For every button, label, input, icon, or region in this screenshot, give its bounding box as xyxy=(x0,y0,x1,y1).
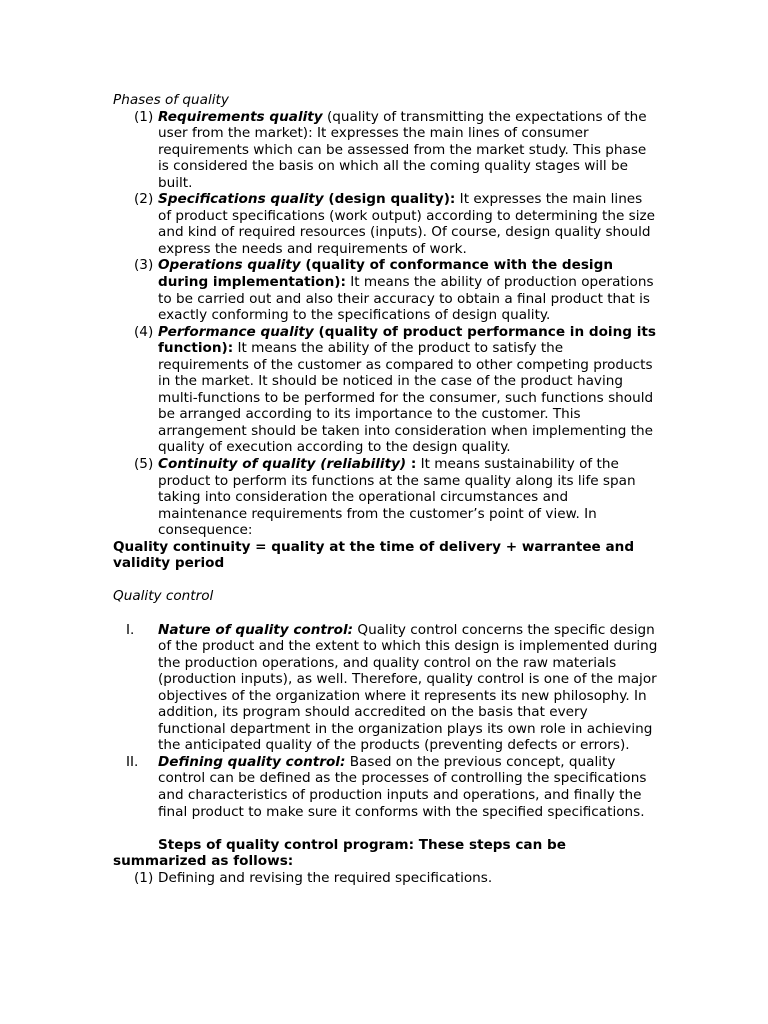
blank-line xyxy=(113,820,658,837)
item-term-suffix: (design quality): xyxy=(323,191,456,208)
quality-control-item xyxy=(113,622,658,754)
item-term: Nature of quality control: xyxy=(158,621,354,638)
item-text: It expresses the main lines of product specifications (work output) according to determining the size and kind of required resources (inputs). Of course, design quality should express the needs and requirements of work. xyxy=(158,191,656,257)
phase-item xyxy=(113,191,658,257)
quality-control-item xyxy=(113,754,658,820)
quality-continuity-formula: Quality continuity = quality at the time of delivery + warrantee and validity period xyxy=(113,538,635,572)
item-text: It means the ability of the product to satisfy the requirements of the customer as compared to other competing products in the market. It should be noticed in the case of the product having multi-functions to be performed for the consumer, such functions should be arranged according to its importance to the customer. This arrangement should be taken into consideration when implementing the quality of execution according to the design quality. xyxy=(158,340,654,456)
item-text: (quality of transmitting the expectations of the user from the market): It expresses the main lines of consumer requirements which can be assessed from the market study. This phase is considered the basis on which all the coming quality stages will be built. xyxy=(158,108,647,191)
item-term-suffix: (quality of product performance in doing its function): xyxy=(158,323,656,357)
item-marker: (1) xyxy=(134,869,154,886)
blank-line xyxy=(113,572,658,589)
item-marker: (4) xyxy=(134,323,154,340)
item-marker: (2) xyxy=(134,191,154,208)
item-text: Based on the previous concept, quality control can be defined as the processes of controlling the specifications and characteristics of production inputs and operations, and finally the final product to make sure it conforms with the specified specifications. xyxy=(158,753,647,820)
item-term: Performance quality xyxy=(158,323,314,340)
steps-heading-continued: summarized as follows: xyxy=(113,853,294,870)
phase-item xyxy=(113,109,658,192)
item-marker: I. xyxy=(126,621,135,638)
item-term: Specifications quality xyxy=(158,191,324,208)
item-term: Defining quality control: xyxy=(158,753,346,770)
item-term: Operations quality xyxy=(158,257,301,274)
steps-heading: Steps of quality control program: These steps can be xyxy=(158,836,566,853)
item-text: It means sustainability of the product to perform its functions at the same quality along its life span taking into consideration the operational circumstances and maintenance requirements from the customer’s point of view. In consequence: xyxy=(158,456,636,539)
item-term: Continuity of quality (reliability) xyxy=(158,456,407,473)
item-marker: II. xyxy=(126,753,139,770)
item-text: It means the ability of production operations to be carried out and also their accuracy to obtain a final product that is exactly conforming to the specifications of design quality. xyxy=(158,274,654,324)
phase-item xyxy=(113,456,658,539)
item-marker: (1) xyxy=(134,108,154,125)
quality-control-heading: Quality control xyxy=(113,588,214,605)
blank-line xyxy=(113,605,658,622)
item-marker: (5) xyxy=(134,456,154,473)
item-term: Requirements quality xyxy=(158,108,323,125)
phase-item xyxy=(113,257,658,323)
document-body xyxy=(113,92,658,886)
item-marker: (3) xyxy=(134,257,154,274)
step-item xyxy=(113,870,658,887)
item-text: Quality control concerns the specific design of the product and the extent to which this design is implemented during the production operations, and quality control on the raw materials (production inputs), as well. Therefore, quality control is one of the major objectives of the organization where it represents its new philosophy. In addition, its program should accredited on the basis that every functional department in the organization plays its own role in achieving the anticipated quality of the products (preventing defects or errors). xyxy=(158,621,658,754)
item-term-suffix: : xyxy=(406,456,417,473)
phase-item xyxy=(113,324,658,456)
item-term-suffix: (quality of conformance with the design during implementation): xyxy=(158,257,614,291)
item-text: Defining and revising the required specifications. xyxy=(158,869,493,886)
phases-heading: Phases of quality xyxy=(113,92,229,108)
